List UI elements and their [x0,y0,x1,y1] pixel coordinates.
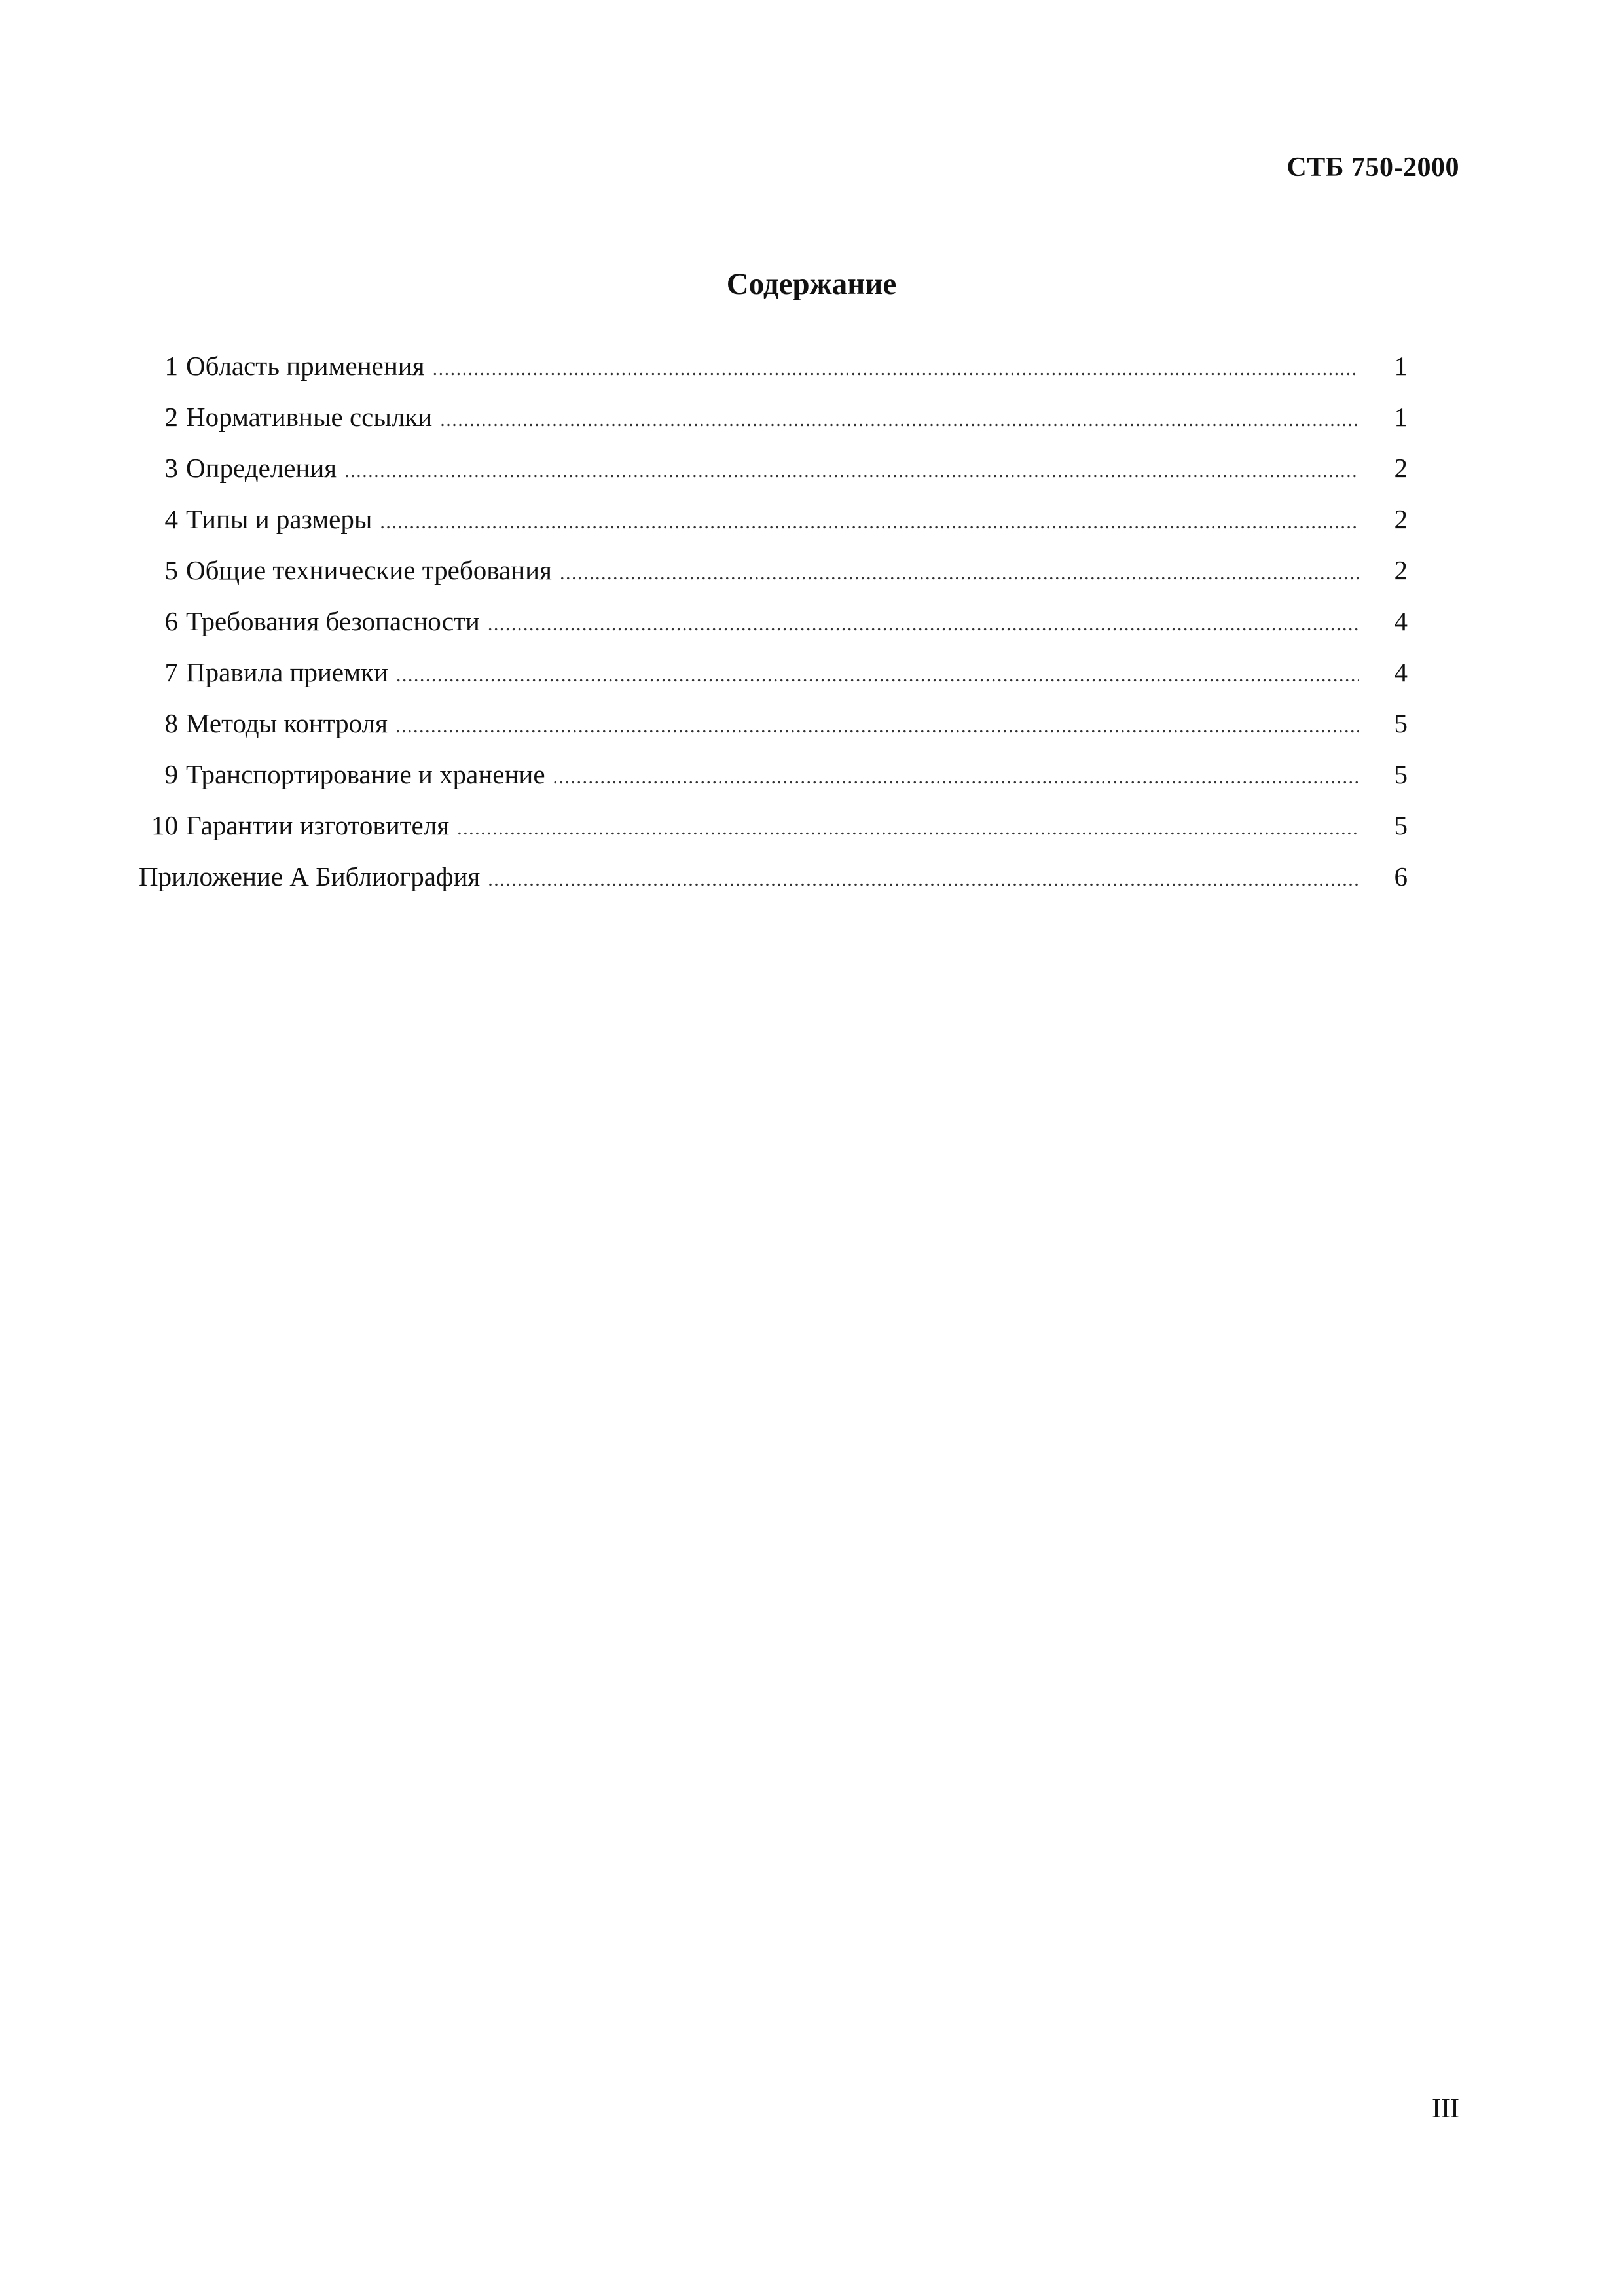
toc-item-number: 1 [164,351,178,381]
toc-item-acceptance-rules[interactable] [131,647,1408,698]
toc-item-label: Гарантии изготовителя [186,810,450,840]
toc-item-label: Нормативные ссылки [186,402,433,432]
toc-item-label: Транспортирование и хранение [186,759,545,789]
toc-item-number: 3 [164,453,178,483]
toc-item-number: 4 [164,504,178,534]
toc-dot-leader [395,698,1359,752]
toc-item-label: Требования безопасности [186,606,480,636]
toc-item-page: 1 [1394,351,1408,381]
toc-item-transport-storage[interactable] [131,749,1408,800]
toc-item-page: 5 [1394,759,1408,789]
toc-item-label: Общие технические требования [186,555,552,585]
toc-item-number: 2 [164,402,178,432]
toc-item-number: 5 [164,555,178,585]
toc-item-number: 10 [151,810,178,840]
toc-item-page: 6 [1394,861,1408,891]
toc-item-page: 5 [1394,708,1408,738]
toc-item-label: Типы и размеры [186,504,373,534]
toc-dot-leader [553,749,1359,803]
toc-dot-leader [380,493,1359,548]
toc-item-label: Методы контроля [186,708,388,738]
toc-item-normative-references[interactable] [131,391,1408,442]
toc-item-label: Область применения [186,351,425,381]
toc-item-page: 5 [1394,810,1408,840]
toc-item-control-methods[interactable] [131,698,1408,749]
toc-dot-leader [457,800,1359,854]
toc-item-number: 8 [164,708,178,738]
toc-item-page: 2 [1394,453,1408,483]
toc-item-number: 9 [164,759,178,789]
toc-item-page: 4 [1394,606,1408,636]
toc-item-page: 2 [1394,504,1408,534]
toc-item-number: 6 [164,606,178,636]
document-code: СТБ 750-2000 [1286,152,1459,183]
toc-item-label: Приложение А Библиография [139,861,481,891]
toc-item-safety-requirements[interactable] [131,596,1408,647]
toc-item-number: 7 [164,657,178,687]
toc-dot-leader [488,851,1359,905]
toc-dot-leader [440,391,1359,446]
table-of-contents [131,340,1408,902]
toc-item-page: 2 [1394,555,1408,585]
toc-dot-leader [433,340,1359,395]
toc-item-manufacturer-warranty[interactable] [131,800,1408,851]
toc-dot-leader [560,545,1359,599]
toc-dot-leader [488,596,1359,650]
toc-item-appendix-bibliography[interactable] [131,851,1408,902]
page-number: III [1432,2094,1459,2124]
toc-dot-leader [344,442,1359,497]
toc-item-types-and-sizes[interactable] [131,493,1408,545]
toc-item-scope[interactable] [131,340,1408,391]
toc-title: Содержание [726,267,897,301]
toc-item-label: Правила приемки [186,657,388,687]
toc-item-definitions[interactable] [131,442,1408,493]
toc-item-label: Определения [186,453,337,483]
toc-item-general-requirements[interactable] [131,545,1408,596]
toc-item-page: 4 [1394,657,1408,687]
toc-dot-leader [396,647,1359,701]
toc-item-page: 1 [1394,402,1408,432]
